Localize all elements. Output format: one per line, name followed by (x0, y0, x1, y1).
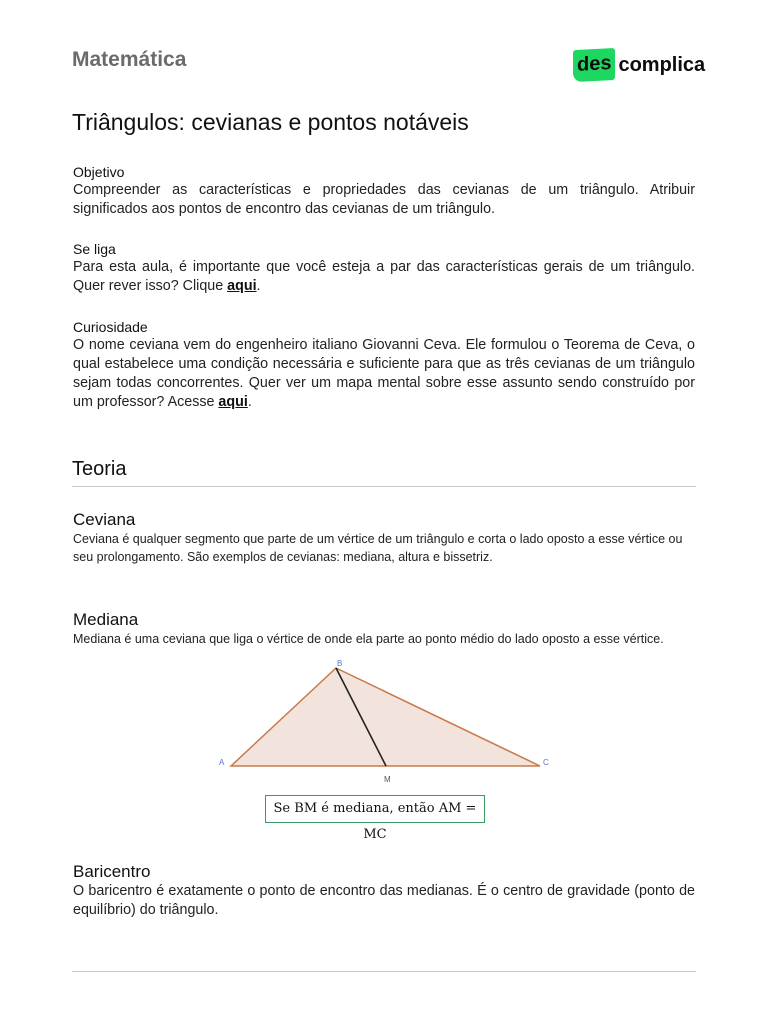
curiosidade-text (73, 336, 695, 412)
se-liga-suffix: . (256, 278, 261, 294)
vertex-label-a: A (219, 758, 225, 767)
subject-title: Matemática (72, 48, 187, 71)
se-liga-label: Se liga (73, 241, 116, 257)
descomplica-logo[interactable] (573, 49, 705, 81)
page-title: Triângulos: cevianas e pontos notáveis (72, 109, 469, 135)
curiosidade-body: O nome ceviana vem do engenheiro italiano Giovanni Ceva. Ele formulou o Teorema de Ceva, o qual estabelece uma condição necessária e suficiente para que as três cevianas de um triângulo sejam todas concorrentes. Quer ver um mapa mental sobre esse assunto sendo construído por um professor? Acesse (73, 337, 695, 410)
ceviana-text: Ceviana é qualquer segmento que parte de um vértice de um triângulo e corta o lado oposto a esse vértice ou seu prolongamento. São exemplos de cevianas: mediana, altura e bissetriz. (73, 532, 683, 564)
objetivo-label: Objetivo (73, 164, 125, 180)
ceviana-heading: Ceviana (73, 510, 136, 529)
se-liga-text (73, 258, 695, 296)
vertex-label-b: B (337, 659, 343, 668)
objetivo-text: Compreender as características e propriedades das cevianas de um triângulo. Atribuir significados aos pontos de encontro das cevianas de um triângulo. (73, 182, 695, 217)
logo-badge: des (573, 48, 615, 82)
mediana-heading: Mediana (73, 610, 139, 629)
se-liga-section (73, 240, 695, 296)
curiosidade-suffix: . (247, 394, 252, 410)
baricentro-text: O baricentro é exatamente o ponto de encontro das medianas. É o centro de gravidade (ponto de equilíbrio) do triângulo. (73, 883, 695, 918)
objetivo-section (73, 163, 695, 219)
se-liga-body: Para esta aula, é importante que você esteja a par das características gerais de um triângulo. Quer rever isso? Clique (73, 259, 695, 294)
baricentro-heading: Baricentro (73, 862, 151, 881)
triangle-median-figure (215, 657, 555, 789)
mediana-text: Mediana é uma ceviana que liga o vértice de onde ela parte ao ponto médio do lado oposto a esse vértice. (73, 632, 664, 646)
curiosidade-label: Curiosidade (73, 319, 148, 335)
midpoint-label-m: M (384, 775, 391, 784)
median-formula: Se BM é mediana, então AM = MC (265, 795, 485, 823)
footer-divider (72, 971, 696, 972)
curiosidade-section (73, 318, 695, 412)
logo-text: complica (618, 53, 706, 76)
se-liga-link[interactable]: aqui (227, 278, 257, 294)
triangle-abc (231, 668, 540, 766)
teoria-heading: Teoria (72, 458, 127, 480)
curiosidade-link[interactable]: aqui (218, 394, 248, 410)
vertex-label-c: C (543, 758, 549, 767)
teoria-divider (72, 486, 696, 487)
